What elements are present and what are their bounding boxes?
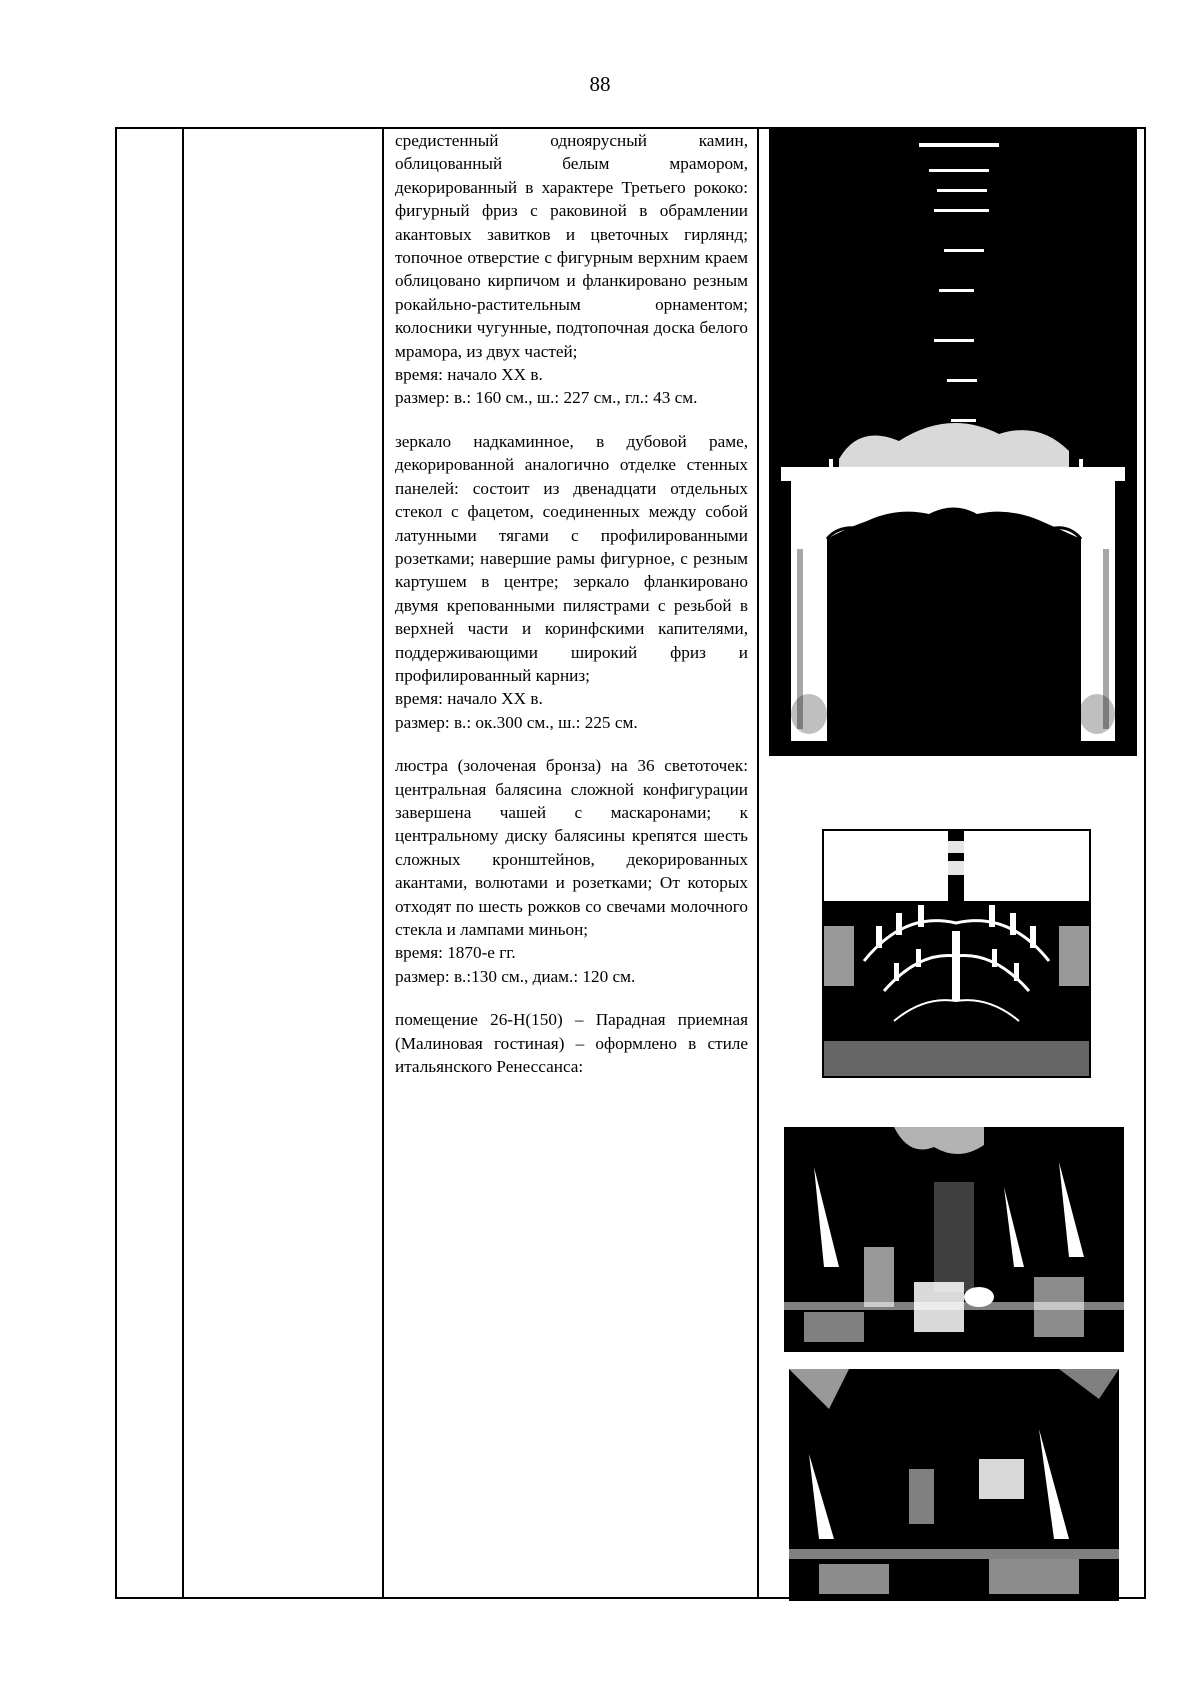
description-column	[395, 129, 748, 1098]
column-divider	[182, 129, 184, 1597]
entry-description: зеркало надкаминное, в дубовой раме, декорированной аналогично отделке стенных панелей: состоит из двенадцати отдельных стекол с фацетом, соединенных между собой латунными тягами с профилированными розетками; навершие рамы фигурное, с резным картушем в центре; зеркало фланкировано двумя крепованными пилястрами с резьбой в верхней части и коринфскими капителями, поддерживающими широкий фриз и профилированный карниз;	[395, 431, 748, 685]
inventory-table	[115, 127, 1146, 1599]
column-divider	[382, 129, 384, 1597]
entry-size: размер: в.: 160 см., ш.: 227 см., гл.: 43 см.	[395, 388, 698, 408]
entry-size: размер: в.: ок.300 см., ш.: 225 см.	[395, 712, 638, 732]
chandelier-photo	[822, 829, 1091, 1078]
entry-description: люстра (золоченая бронза) на 36 светоточек: центральная балясина сложной конфигурации завершена чашей с маскаронами; к центральному диску балясины крепятся шесть сложных кронштейнов, декорированных акантами, волютами и розетками; От которых отходят по шесть рожков со свечами молочного стекла и лампами миньон;	[395, 756, 748, 939]
entry-description: помещение 26-Н(150) – Парадная приемная (Малиновая гостиная) – оформлено в стиле итальянского Ренессанса:	[395, 1010, 748, 1077]
room-photo	[784, 1127, 1124, 1352]
fireplace-photo	[769, 129, 1137, 756]
page-number: 88	[589, 72, 611, 96]
entry-room	[395, 1008, 748, 1078]
entry-description: средистенный одноярусный камин, облицованный белым мрамором, декорированный в характере Третьего рококо: фигурный фриз с раковиной в обрамлении акантовых завитков и цветочных гирлянд; топочное отверстие с фигурным верхним краем облицовано кирпичом и фланкировано резным рокайльно-растительным орнаментом; колосники чугунные, подтопочная доска белого мрамора, из двух частей;	[395, 131, 748, 361]
entry-mirror	[395, 430, 748, 734]
entry-size: размер: в.:130 см., диам.: 120 см.	[395, 966, 636, 986]
entry-fireplace	[395, 129, 748, 410]
column-divider	[757, 129, 759, 1597]
entry-chandelier	[395, 754, 748, 988]
entry-time: время: начало XX в.	[395, 689, 543, 709]
entry-time: время: начало XX в.	[395, 365, 543, 385]
room-photo	[789, 1369, 1119, 1601]
entry-time: время: 1870-е гг.	[395, 943, 516, 963]
